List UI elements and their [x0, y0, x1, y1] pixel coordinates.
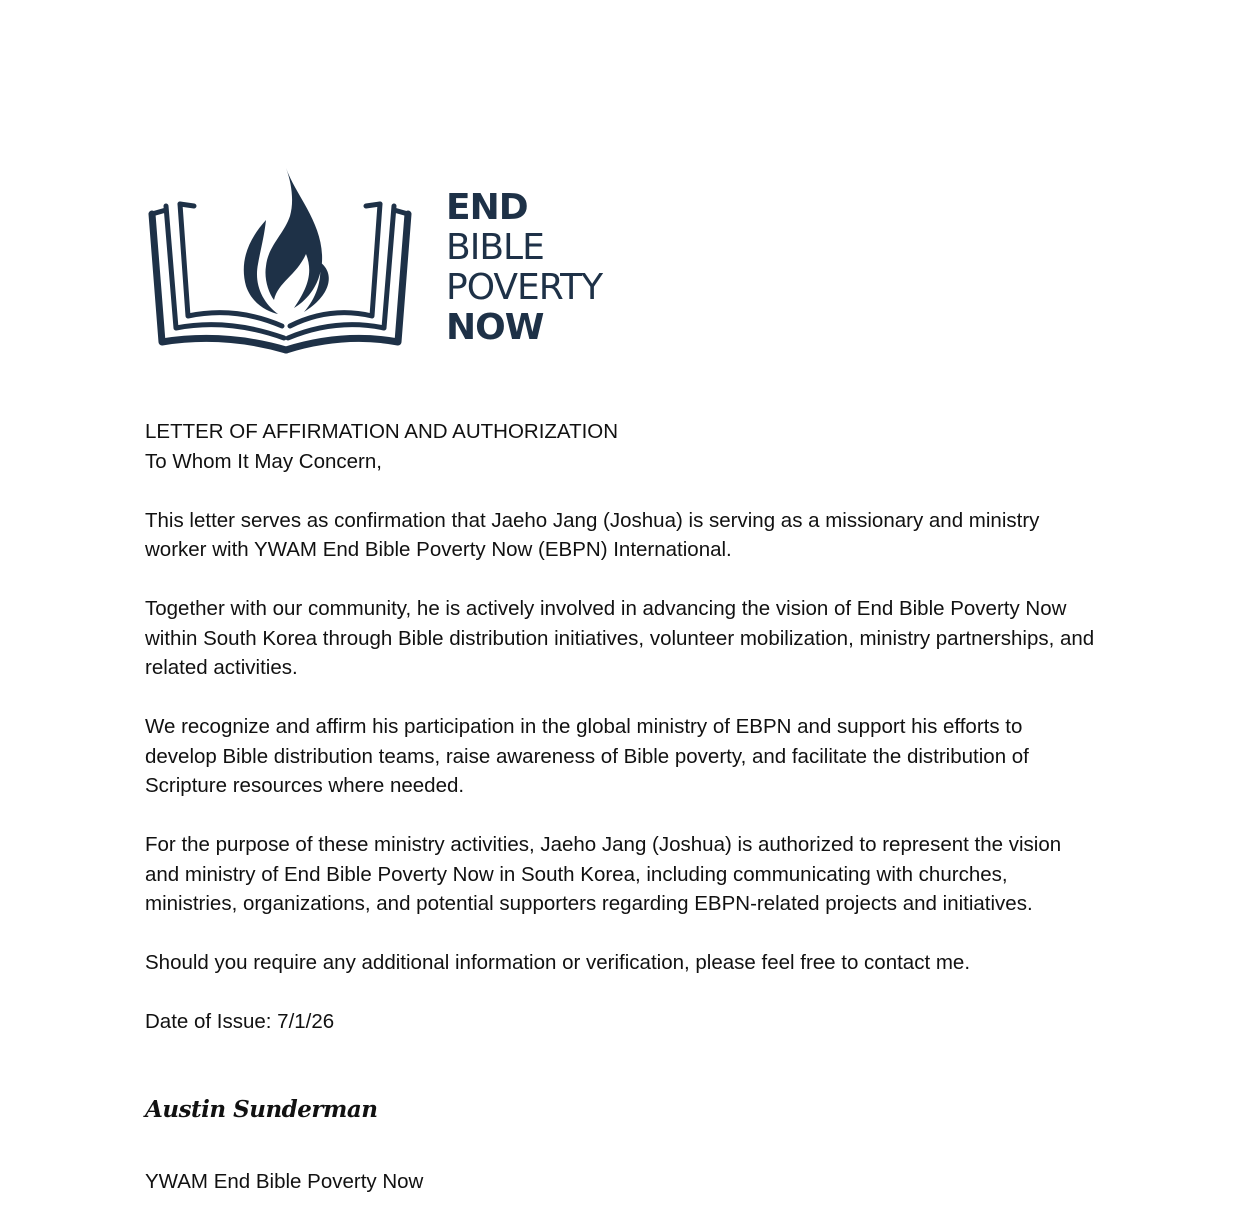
paragraph-confirmation: This letter serves as confirmation that Jaeho Jang (Joshua) is serving as a missionary and ministry worker with YWAM End Bible Poverty Now (EBPN) International. — [145, 508, 1040, 561]
ebpn-logo — [146, 166, 616, 356]
letter-title: LETTER OF AFFIRMATION AND AUTHORIZATION — [145, 420, 619, 443]
paragraph-affirmation: We recognize and affirm his participation in the global ministry of EBPN and support his efforts to develop Bible distribution teams, raise awareness of Bible poverty, and facilitate the distribution of Scripture resources where needed. — [145, 715, 1029, 797]
letter-body — [145, 417, 1095, 1066]
signatory-organization: YWAM End Bible Poverty Now — [145, 1170, 424, 1193]
logo-line-2: BIBLE — [446, 227, 544, 268]
logo-line-1: END — [446, 187, 528, 228]
logo-wordmark — [446, 188, 602, 348]
paragraph-contact: Should you require any additional information or verification, please feel free to contact me. — [145, 951, 971, 974]
date-of-issue: Date of Issue: 7/1/26 — [145, 1010, 335, 1033]
logo-line-3: POVERTY — [446, 267, 603, 308]
open-book-with-flame-icon — [146, 166, 416, 356]
signature: Austin Sunderman — [145, 1096, 378, 1123]
salutation: To Whom It May Concern, — [145, 449, 382, 473]
paragraph-involvement: Together with our community, he is actively involved in advancing the vision of End Bible Poverty Now within South Korea through Bible distribution initiatives, volunteer mobilization, ministry partnerships, and related activities. — [145, 597, 1095, 679]
paragraph-authorization: For the purpose of these ministry activities, Jaeho Jang (Joshua) is authorized to represent the vision and ministry of End Bible Poverty Now in South Korea, including communicating with churches, ministries, organizations, and potential supporters regarding EBPN-related projects and initiatives. — [145, 833, 1062, 915]
logo-line-4: NOW — [446, 307, 544, 348]
